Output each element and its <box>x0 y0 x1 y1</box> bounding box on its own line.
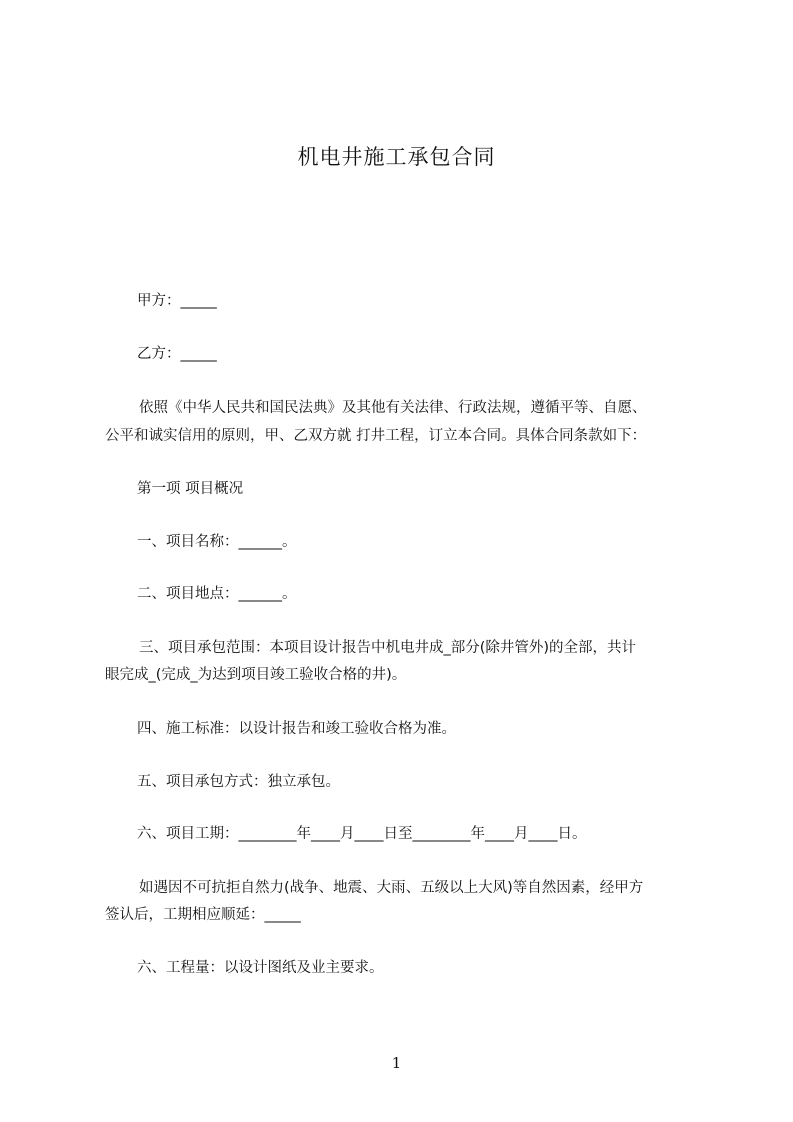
clause-quantity: 六、工程量：以设计图纸及业主要求。 <box>137 960 384 976</box>
force-majeure-line-1: 如遇因不可抗拒自然力(战争、地震、大雨、五级以上大风)等自然因素，经甲方 <box>139 880 644 896</box>
party-b-line: 乙方：_____ <box>137 346 217 362</box>
force-majeure-line-2: 签认后，工期相应顺延：_____ <box>105 907 301 923</box>
clause-scope-line-2: 眼完成_(完成_为达到项目竣工验收合格的井)。 <box>105 667 407 683</box>
document-title: 机电井施工承包合同 <box>297 145 496 169</box>
section-heading: 第一项 项目概况 <box>137 481 244 497</box>
preamble-line-2: 公平和诚实信用的原则，甲、乙双方就 打井工程，订立本合同。具体合同条款如下： <box>105 428 647 444</box>
clause-project-location: 二、项目地点：______。 <box>137 586 297 602</box>
clause-scope-line-1: 三、项目承包范围：本项目设计报告中机电井成_部分(除井管外)的全部，共计 <box>139 640 637 656</box>
clause-project-name: 一、项目名称：______。 <box>137 534 297 550</box>
clause-schedule: 六、项目工期：________年____月____日至________年____月____日。 <box>137 826 587 842</box>
preamble-line-1: 依照《中华人民共和国民法典》及其他有关法律、行政法规，遵循平等、自愿、 <box>139 400 647 416</box>
page-number: 1 <box>391 1054 402 1072</box>
clause-construction-standard: 四、施工标准：以设计报告和竣工验收合格为准。 <box>137 721 456 737</box>
clause-contract-method: 五、项目承包方式：独立承包。 <box>137 774 340 790</box>
party-a-line: 甲方：_____ <box>137 293 217 309</box>
